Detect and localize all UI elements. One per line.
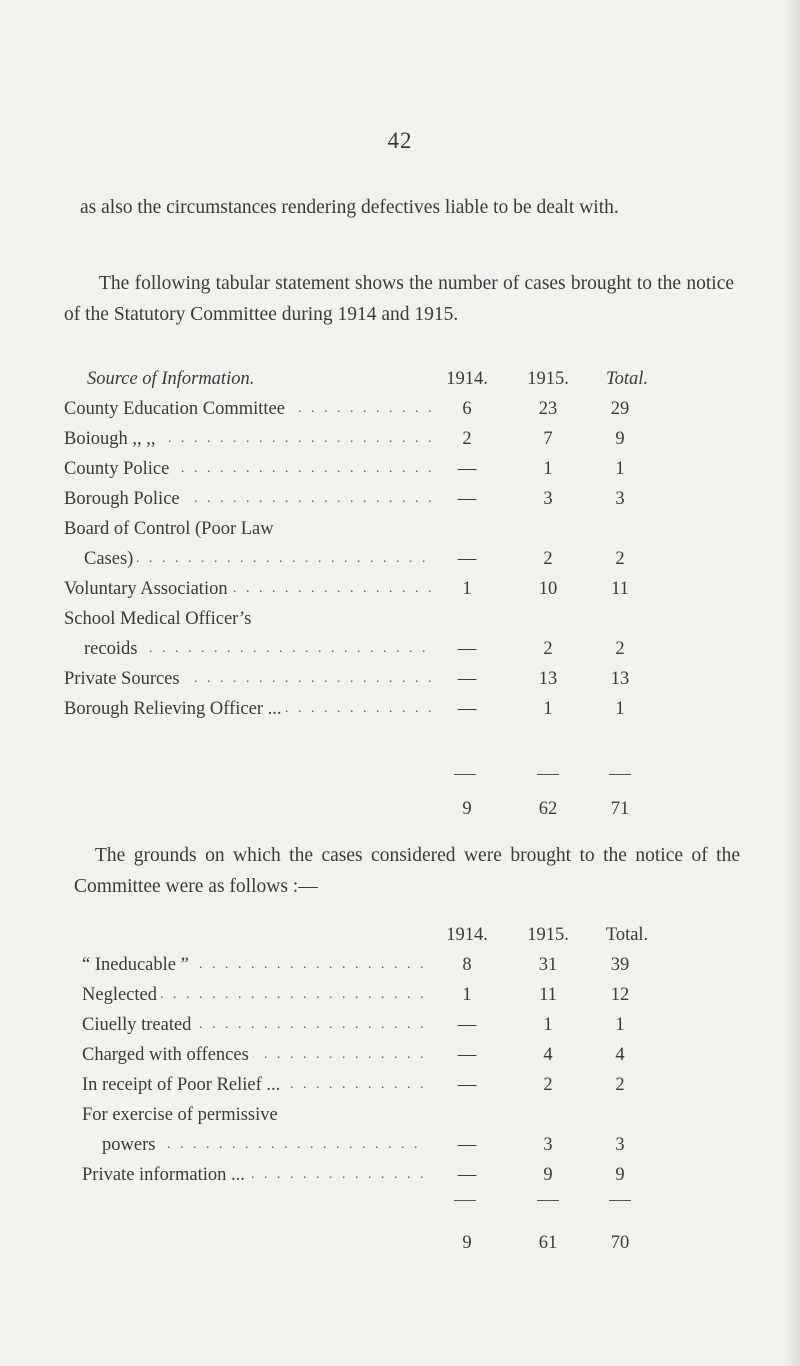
row-label bbox=[82, 1070, 427, 1100]
table2-totals-row bbox=[0, 1228, 800, 1258]
value-1914: — bbox=[457, 489, 477, 509]
source-header: Source of Information. bbox=[87, 369, 255, 389]
row-label bbox=[64, 574, 434, 604]
table1-total-1914: 9 bbox=[462, 799, 472, 819]
table-row bbox=[0, 664, 800, 694]
total-header: Total. bbox=[606, 369, 648, 389]
row-label-text: County Police bbox=[64, 459, 173, 479]
table-row-continuation bbox=[0, 544, 800, 574]
table2-total-1915: 61 bbox=[538, 1233, 558, 1253]
table-row bbox=[0, 1070, 800, 1100]
value-1915: 2 bbox=[543, 549, 553, 569]
row-label-text: Private information ... bbox=[82, 1165, 249, 1185]
value-1914: — bbox=[457, 1135, 477, 1155]
value-1914: — bbox=[457, 669, 477, 689]
value-1915: 13 bbox=[538, 669, 558, 689]
value-1914: — bbox=[457, 1075, 477, 1095]
row-label-continued-text: powers bbox=[102, 1135, 159, 1155]
table1-sum-rule-total bbox=[609, 774, 631, 775]
value-total: 29 bbox=[610, 399, 630, 419]
value-1914: — bbox=[457, 459, 477, 479]
table-row bbox=[0, 424, 800, 454]
row-label bbox=[64, 664, 434, 694]
value-total: 13 bbox=[610, 669, 630, 689]
value-total: 2 bbox=[615, 549, 625, 569]
row-label bbox=[64, 424, 434, 454]
statement-paragraph: The following tabular statement shows the number of cases brought to the notice of the Statutory Committee during 1914 and 1915. bbox=[64, 273, 734, 325]
table-row bbox=[0, 950, 800, 980]
row-label bbox=[82, 1010, 427, 1040]
row-label-text: “ Ineducable ” bbox=[82, 955, 193, 975]
row-label bbox=[64, 604, 434, 634]
table-row bbox=[0, 484, 800, 514]
table-row bbox=[0, 1160, 800, 1190]
value-total: 1 bbox=[615, 459, 625, 479]
value-1914: 1 bbox=[462, 579, 472, 599]
value-1915: 2 bbox=[543, 639, 553, 659]
table1-totals-row bbox=[0, 794, 800, 824]
t2-year-1915-header: 1915. bbox=[527, 925, 569, 945]
table-row-continuation bbox=[0, 1130, 800, 1160]
table2-total-1914: 9 bbox=[462, 1233, 472, 1253]
table-row-continuation bbox=[0, 634, 800, 664]
row-label-continued bbox=[84, 634, 434, 664]
row-label bbox=[64, 394, 434, 424]
table-row bbox=[0, 574, 800, 604]
grounds-paragraph: The grounds on which the cases considered were brought to the notice of the Committee were as follows :— bbox=[74, 845, 740, 897]
table-row bbox=[0, 394, 800, 424]
year-1914-header: 1914. bbox=[446, 369, 488, 389]
row-label bbox=[82, 980, 427, 1010]
table1-total-1915: 62 bbox=[538, 799, 558, 819]
value-1914: — bbox=[457, 1015, 477, 1035]
table1-header-row bbox=[0, 364, 800, 394]
value-total: 12 bbox=[610, 985, 630, 1005]
value-1915: 10 bbox=[538, 579, 558, 599]
value-1915: 31 bbox=[538, 955, 558, 975]
page-number: 42 bbox=[387, 128, 413, 153]
value-1915: 1 bbox=[543, 1015, 553, 1035]
value-1914: 1 bbox=[462, 985, 472, 1005]
table-row bbox=[0, 454, 800, 484]
value-total: 2 bbox=[615, 639, 625, 659]
row-label-text: Charged with offences bbox=[82, 1045, 253, 1065]
table2-sum-rule-1915 bbox=[537, 1200, 559, 1201]
row-label bbox=[82, 1040, 427, 1070]
value-total: 4 bbox=[615, 1045, 625, 1065]
value-1915: 2 bbox=[543, 1075, 553, 1095]
row-label-text: Boiough ,, ,, bbox=[64, 429, 159, 449]
table2-total-total: 70 bbox=[610, 1233, 630, 1253]
value-total: 3 bbox=[615, 1135, 625, 1155]
value-1914: — bbox=[457, 639, 477, 659]
value-1915: 9 bbox=[543, 1165, 553, 1185]
table-row bbox=[0, 514, 800, 544]
table1-total-total: 71 bbox=[610, 799, 630, 819]
value-1914: — bbox=[457, 1045, 477, 1065]
row-label-text: Borough Police bbox=[64, 489, 184, 509]
value-1915: 23 bbox=[538, 399, 558, 419]
t2-total-header: Total. bbox=[605, 925, 649, 945]
value-1915: 11 bbox=[539, 985, 557, 1005]
table2-sum-rule-1914 bbox=[454, 1200, 476, 1201]
row-label-text: Voluntary Association bbox=[64, 579, 232, 599]
row-label-continued-text: recoids bbox=[84, 639, 141, 659]
row-label-text: County Education Committee bbox=[64, 399, 289, 419]
value-total: 1 bbox=[615, 699, 625, 719]
row-label bbox=[82, 950, 427, 980]
value-1915: 1 bbox=[543, 459, 553, 479]
value-total: 1 bbox=[615, 1015, 625, 1035]
table-row bbox=[0, 1100, 800, 1130]
row-label-text: Borough Relieving Officer ... bbox=[64, 699, 286, 719]
row-label bbox=[64, 454, 434, 484]
row-label bbox=[64, 514, 434, 544]
year-1915-header: 1915. bbox=[527, 369, 569, 389]
table1-sum-rule-1915 bbox=[537, 774, 559, 775]
value-1915: 7 bbox=[543, 429, 553, 449]
value-total: 9 bbox=[615, 429, 625, 449]
table-row bbox=[0, 1040, 800, 1070]
row-label-continued bbox=[84, 544, 434, 574]
value-1915: 3 bbox=[543, 1135, 553, 1155]
table-row bbox=[0, 694, 800, 724]
value-total: 11 bbox=[611, 579, 629, 599]
row-label bbox=[82, 1160, 427, 1190]
value-total: 9 bbox=[615, 1165, 625, 1185]
value-1915: 3 bbox=[543, 489, 553, 509]
value-total: 2 bbox=[615, 1075, 625, 1095]
table2-sum-rule-total bbox=[609, 1200, 631, 1201]
value-1914: 8 bbox=[462, 955, 472, 975]
row-label-text: Neglected bbox=[82, 985, 161, 1005]
table-row bbox=[0, 980, 800, 1010]
row-label-text: Ciuelly treated bbox=[82, 1015, 195, 1035]
t2-year-1914-header: 1914. bbox=[446, 925, 488, 945]
table1-sum-rule-1914 bbox=[454, 774, 476, 775]
table-row bbox=[0, 1010, 800, 1040]
row-label-text: For exercise of permissive bbox=[82, 1105, 282, 1125]
value-1914: — bbox=[457, 1165, 477, 1185]
row-label bbox=[82, 1100, 427, 1130]
row-label-text: School Medical Officer’s bbox=[64, 609, 255, 629]
row-label-continued-text: Cases) bbox=[84, 549, 137, 569]
value-1914: — bbox=[457, 699, 477, 719]
value-total: 39 bbox=[610, 955, 630, 975]
row-label bbox=[64, 694, 434, 724]
row-label bbox=[64, 484, 434, 514]
intro-paragraph: as also the circumstances rendering defectives liable to be dealt with. bbox=[80, 197, 619, 218]
row-label-text: Board of Control (Poor Law bbox=[64, 519, 278, 539]
row-label-continued bbox=[102, 1130, 427, 1160]
value-1914: 6 bbox=[462, 399, 472, 419]
table2-header-row bbox=[0, 920, 800, 950]
value-total: 3 bbox=[615, 489, 625, 509]
table-row bbox=[0, 604, 800, 634]
value-1915: 1 bbox=[543, 699, 553, 719]
value-1914: — bbox=[457, 549, 477, 569]
row-label-text: In receipt of Poor Relief ... bbox=[82, 1075, 284, 1095]
value-1915: 4 bbox=[543, 1045, 553, 1065]
value-1914: 2 bbox=[462, 429, 472, 449]
row-label-text: Private Sources bbox=[64, 669, 184, 689]
